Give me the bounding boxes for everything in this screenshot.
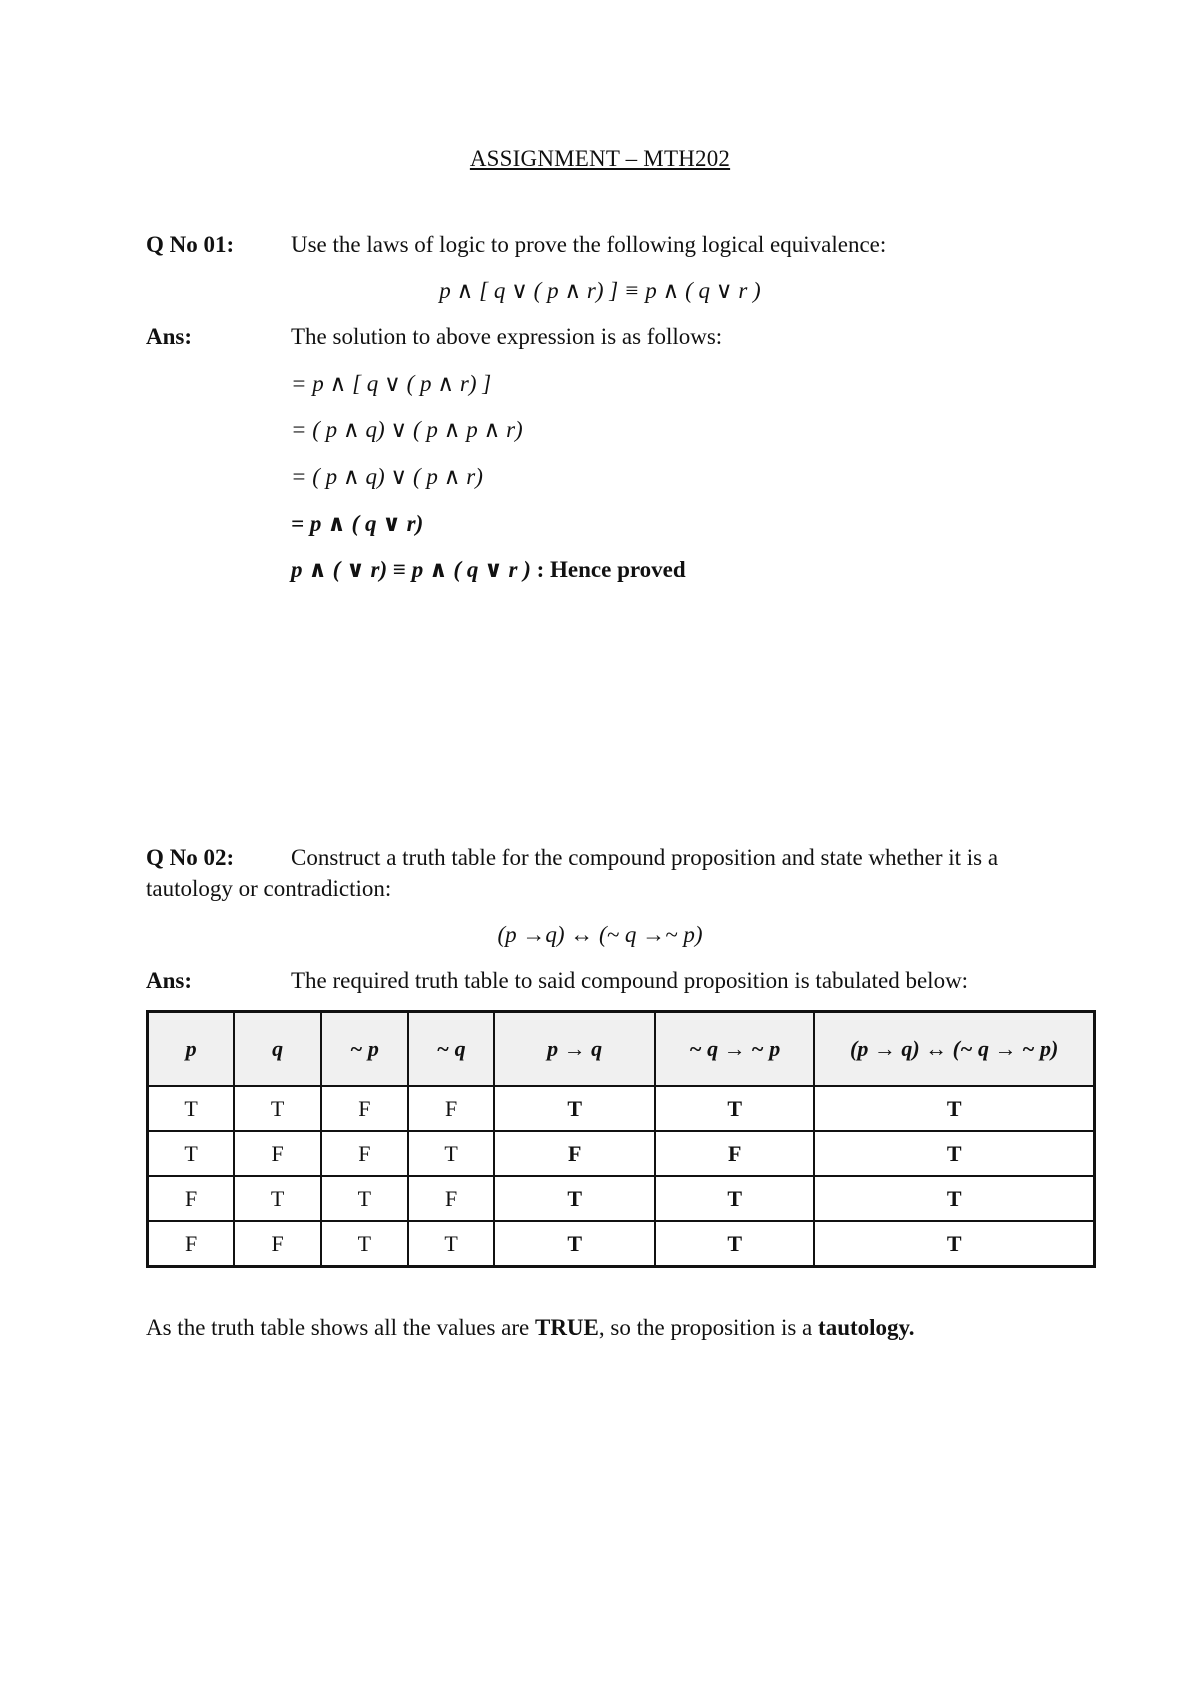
q1-expression: p ∧ [ q ∨ ( p ∧ r) ] ≡ p ∧ ( q ∨ r ) xyxy=(439,278,761,303)
q2-expression: (p →q) ↔ (~ q →~ p) xyxy=(497,922,703,947)
table-row xyxy=(148,1131,1095,1176)
q2-conclusion-word: tautology. xyxy=(818,1315,915,1340)
q2-question-line1: Construct a truth table for the compound proposition and state whether it is a xyxy=(291,845,999,870)
table-cell: F xyxy=(234,1221,321,1267)
table-row xyxy=(148,1086,1095,1131)
table-cell: F xyxy=(148,1221,235,1267)
header-not-p: ~ p xyxy=(321,1012,408,1087)
q1-ans-label: Ans: xyxy=(146,324,193,349)
table-cell: T xyxy=(814,1221,1094,1267)
table-cell: F xyxy=(494,1131,654,1176)
table-cell: T xyxy=(814,1176,1094,1221)
table-cell: F xyxy=(408,1176,495,1221)
q2-conclusion-pre: As the truth table shows all the values are xyxy=(146,1315,535,1340)
q1-label: Q No 01: xyxy=(146,232,235,257)
q2-label: Q No 02: xyxy=(146,845,235,870)
table-cell: T xyxy=(234,1176,321,1221)
table-row xyxy=(148,1221,1095,1267)
table-cell: T xyxy=(321,1176,408,1221)
table-cell: T xyxy=(321,1221,408,1267)
header-contrapositive: ~ q → ~ p xyxy=(655,1012,814,1087)
table-cell: T xyxy=(494,1176,654,1221)
table-cell: T xyxy=(655,1086,814,1131)
table-cell: T xyxy=(814,1131,1094,1176)
header-not-q: ~ q xyxy=(408,1012,495,1087)
header-q: q xyxy=(234,1012,321,1087)
q2-question-line2: tautology or contradiction: xyxy=(146,876,392,901)
table-cell: F xyxy=(234,1131,321,1176)
table-cell: T xyxy=(234,1086,321,1131)
table-cell: T xyxy=(148,1131,235,1176)
table-cell: F xyxy=(408,1086,495,1131)
q1-conclusion-text: : Hence proved xyxy=(530,557,686,582)
table-cell: F xyxy=(148,1176,235,1221)
truth-table-header-row xyxy=(148,1012,1095,1087)
header-p: p xyxy=(148,1012,235,1087)
table-cell: T xyxy=(814,1086,1094,1131)
q1-step-1: = p ∧ [ q ∨ ( p ∧ r) ] xyxy=(291,371,492,396)
table-cell: F xyxy=(321,1086,408,1131)
q1-step-2: = ( p ∧ q) ∨ ( p ∧ p ∧ r) xyxy=(291,417,523,442)
table-cell: T xyxy=(655,1221,814,1267)
table-row xyxy=(148,1176,1095,1221)
table-cell: T xyxy=(494,1086,654,1131)
q1-conclusion xyxy=(291,556,686,583)
q1-ans-text: The solution to above expression is as follows: xyxy=(291,324,723,349)
q2-conclusion xyxy=(146,1315,915,1341)
table-cell: F xyxy=(321,1131,408,1176)
q2-conclusion-true: TRUE xyxy=(534,1315,599,1340)
q2-ans-label: Ans: xyxy=(146,968,193,993)
truth-table xyxy=(146,1010,1096,1268)
q1-question: Use the laws of logic to prove the following logical equivalence: xyxy=(291,232,887,257)
table-cell: T xyxy=(655,1176,814,1221)
header-p-implies-q: p → q xyxy=(494,1012,654,1087)
table-cell: T xyxy=(408,1131,495,1176)
q1-step-3: = ( p ∧ q) ∨ ( p ∧ r) xyxy=(291,464,483,489)
table-cell: T xyxy=(494,1221,654,1267)
table-cell: T xyxy=(148,1086,235,1131)
q1-conclusion-expression: p ∧ ( ∨ r) ≡ p ∧ ( q ∨ r ) xyxy=(291,557,531,582)
q2-conclusion-mid: , so the proposition is a xyxy=(598,1315,819,1340)
table-cell: T xyxy=(408,1221,495,1267)
assignment-title: ASSIGNMENT – MTH202 xyxy=(469,146,731,171)
header-biconditional: (p → q) ↔ (~ q → ~ p) xyxy=(814,1012,1094,1087)
q1-step-4: = p ∧ ( q ∨ r) xyxy=(291,511,424,536)
table-cell: F xyxy=(655,1131,814,1176)
q2-ans-text: The required truth table to said compound proposition is tabulated below: xyxy=(291,968,969,993)
